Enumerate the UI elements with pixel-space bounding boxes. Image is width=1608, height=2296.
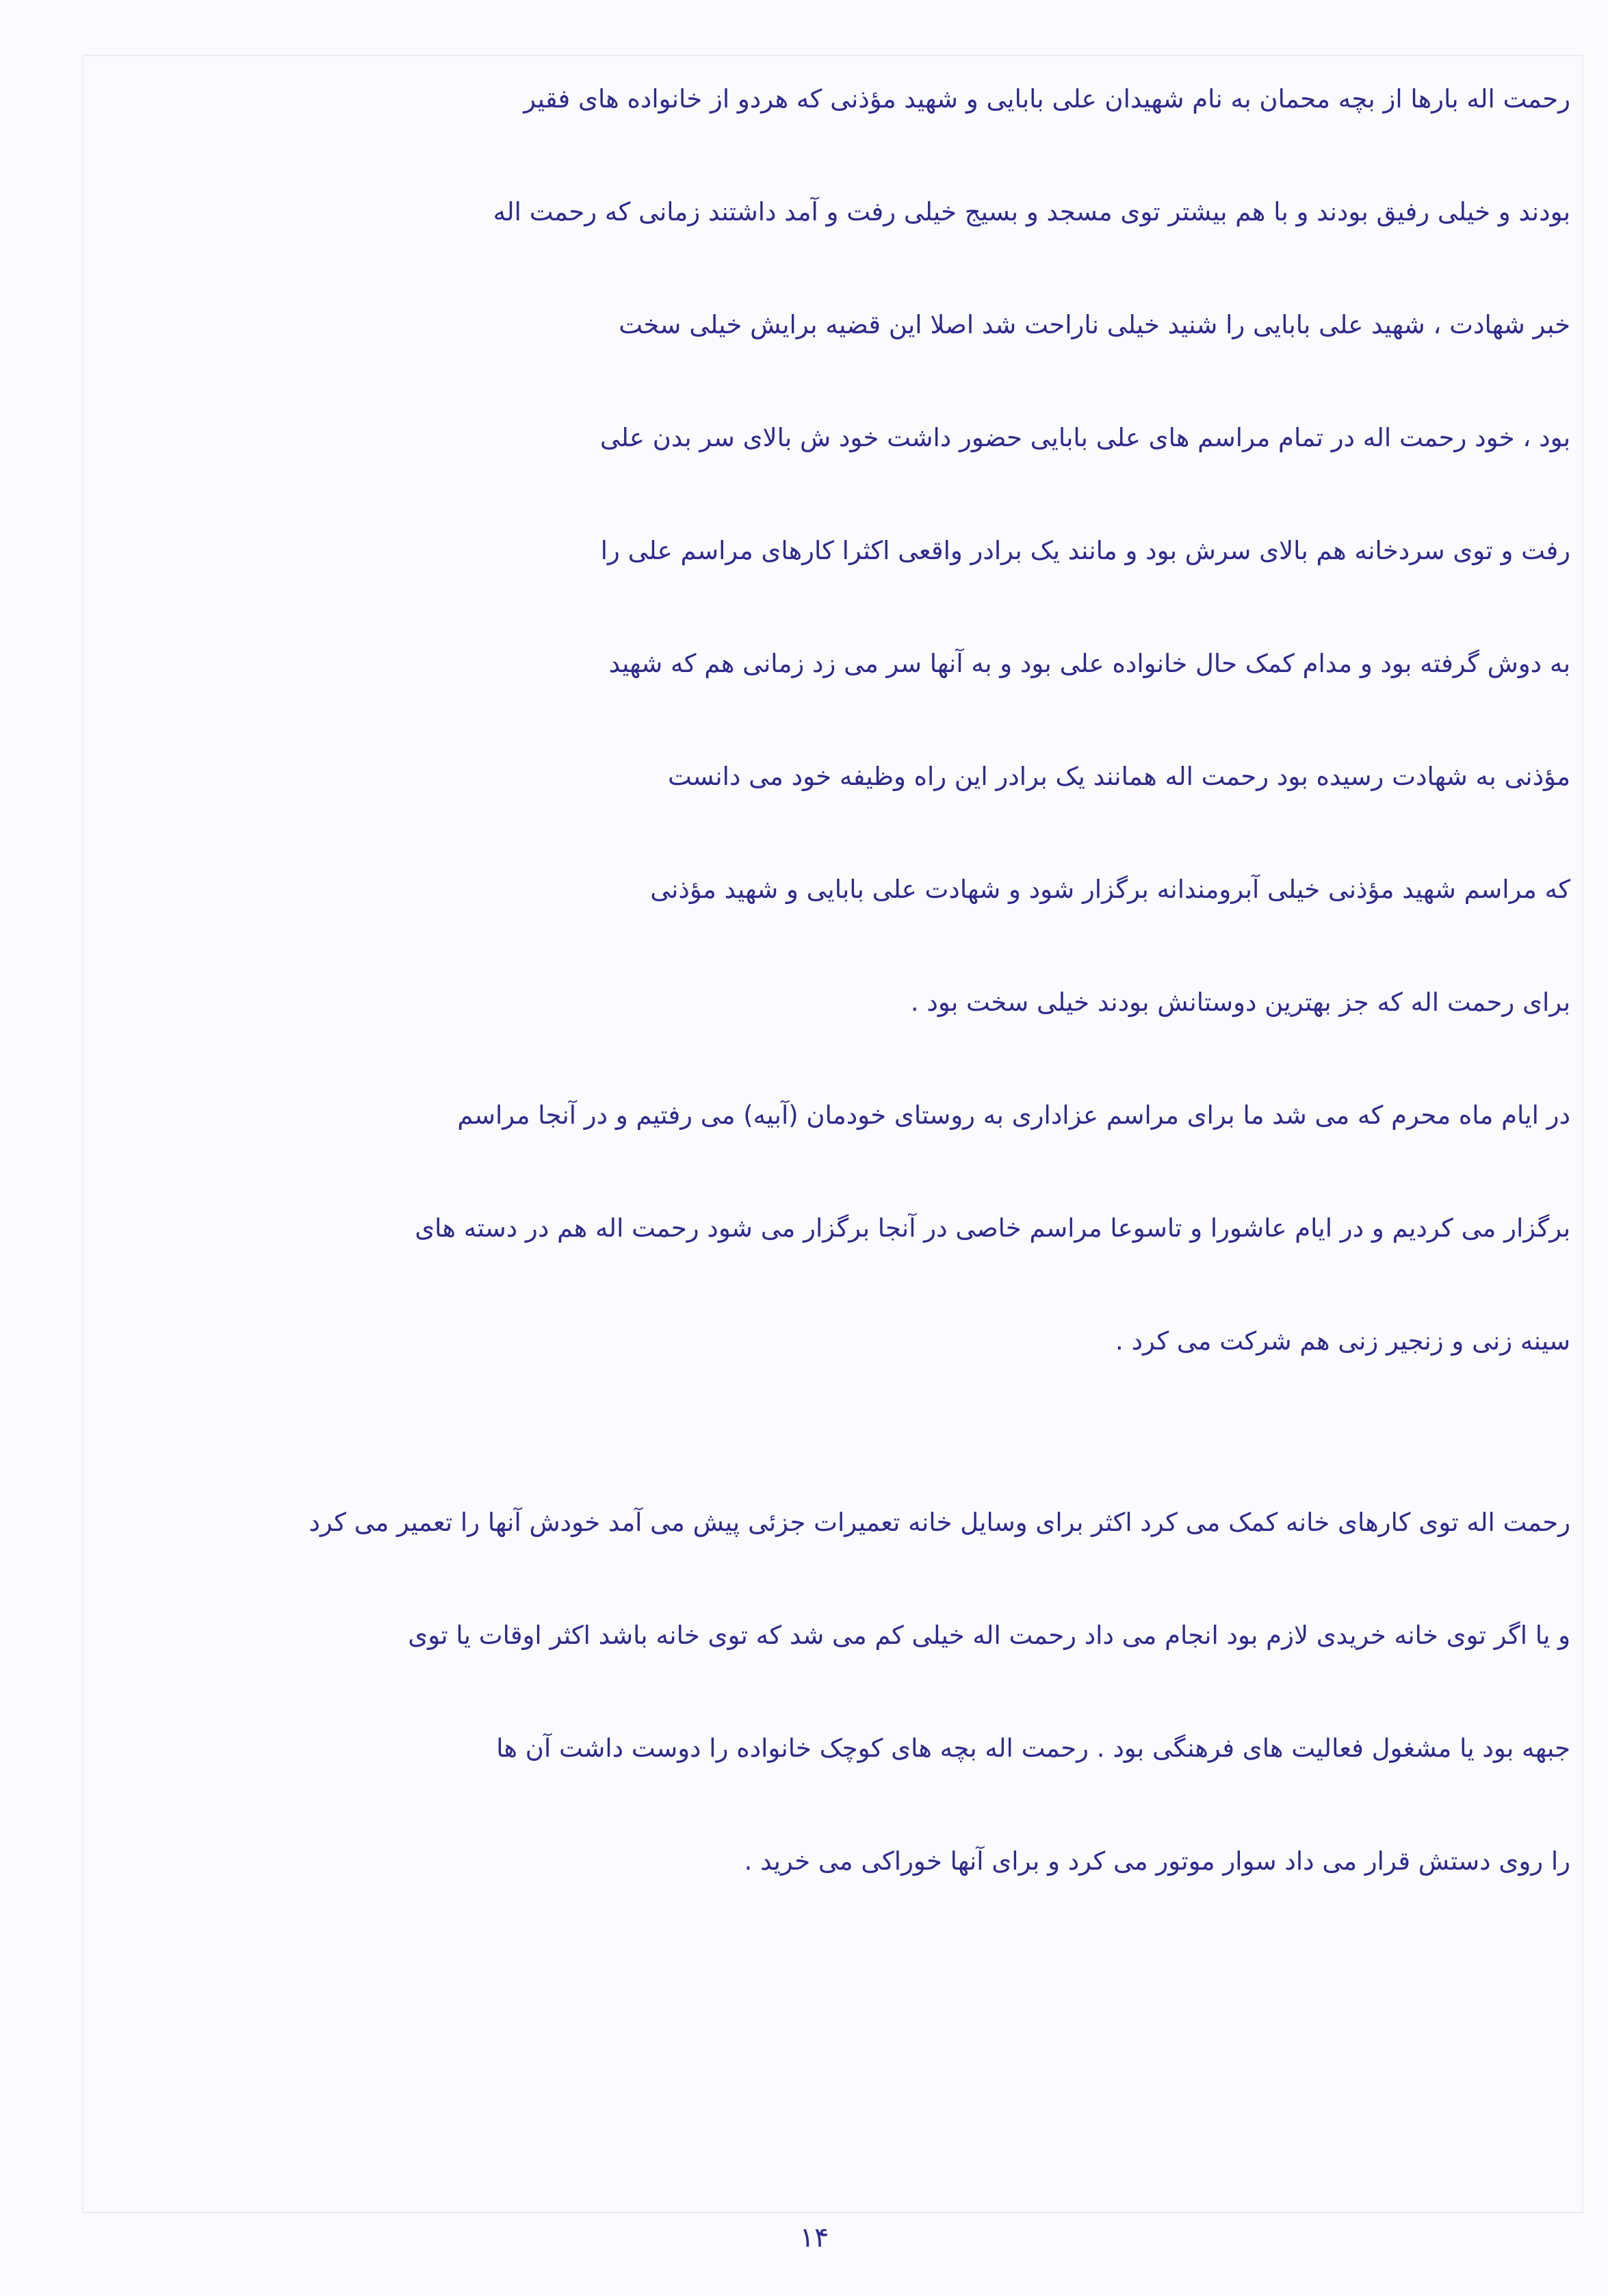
text-line: را روی دستش قرار می داد سوار موتور می کرد و برای آنها خوراکی می خرید . <box>744 1846 1570 1876</box>
text-line: بودند و خیلی رفیق بودند و با هم بیشتر توی مسجد و بسیج خیلی رفت و آمد داشتند زمانی که رحمت اله <box>493 197 1570 227</box>
text-line: برای رحمت اله که جز بهترین دوستانش بودند خیلی سخت بود . <box>910 988 1570 1017</box>
text-line: رحمت اله بارها از بچه محمان به نام شهیدان علی بابایی و شهید مؤذنی که هردو از خانواده های فقیر <box>523 84 1570 114</box>
paragraph <box>38 65 1570 1081</box>
text-line: و یا اگر توی خانه خریدی لازم بود انجام می داد رحمت اله خیلی کم می شد که توی خانه باشد اکثر اوقات یا توی <box>408 1621 1570 1650</box>
text-line: بود ، خود رحمت اله در تمام مراسم های علی بابایی حضور داشت خود ش بالای سر بدن علی <box>599 423 1570 452</box>
text-line: که مراسم شهید مؤذنی خیلی آبرومندانه برگزار شود و شهادت علی بابایی و شهید مؤذنی <box>650 875 1570 904</box>
text-line: رحمت اله توی کارهای خانه کمک می کرد اکثر برای وسایل خانه تعمیرات جزئی پیش می آمد خودش آنها را تعمیر می کرد <box>309 1508 1570 1537</box>
paragraph-gap <box>38 1420 1570 1488</box>
text-line: به دوش گرفته بود و مدام کمک حال خانواده علی بود و به آنها سر می زد زمانی هم که شهید <box>608 649 1570 678</box>
page-number: ۱۴ <box>799 2222 829 2254</box>
text-line: خبر شهادت ، شهید علی بابایی را شنید خیلی ناراحت شد اصلا این قضیه برایش خیلی سخت <box>619 310 1570 339</box>
paragraph <box>38 1081 1570 1420</box>
handwritten-text-block <box>38 65 1570 1940</box>
text-line: برگزار می کردیم و در ایام عاشورا و تاسوعا مراسم خاصی در آنجا برگزار می شود رحمت اله هم در دسته های <box>415 1213 1570 1243</box>
text-line: در ایام ماه محرم که می شد ما برای مراسم عزاداری به روستای خودمان (آبیه) می رفتیم و در آنجا مراسم <box>457 1100 1570 1130</box>
text-line: مؤذنی به شهادت رسیده بود رحمت اله همانند یک برادر این راه وظیفه خود می دانست <box>668 762 1570 791</box>
text-line: سینه زنی و زنجیر زنی هم شرکت می کرد . <box>1115 1326 1570 1356</box>
text-line: رفت و توی سردخانه هم بالای سرش بود و مانند یک برادر واقعی اکثرا کارهای مراسم علی را <box>600 536 1570 565</box>
text-line: جبهه بود یا مشغول فعالیت های فرهنگی بود . رحمت اله بچه های کوچک خانواده را دوست داشت آن ها <box>496 1733 1570 1763</box>
paragraph <box>38 1488 1570 1940</box>
